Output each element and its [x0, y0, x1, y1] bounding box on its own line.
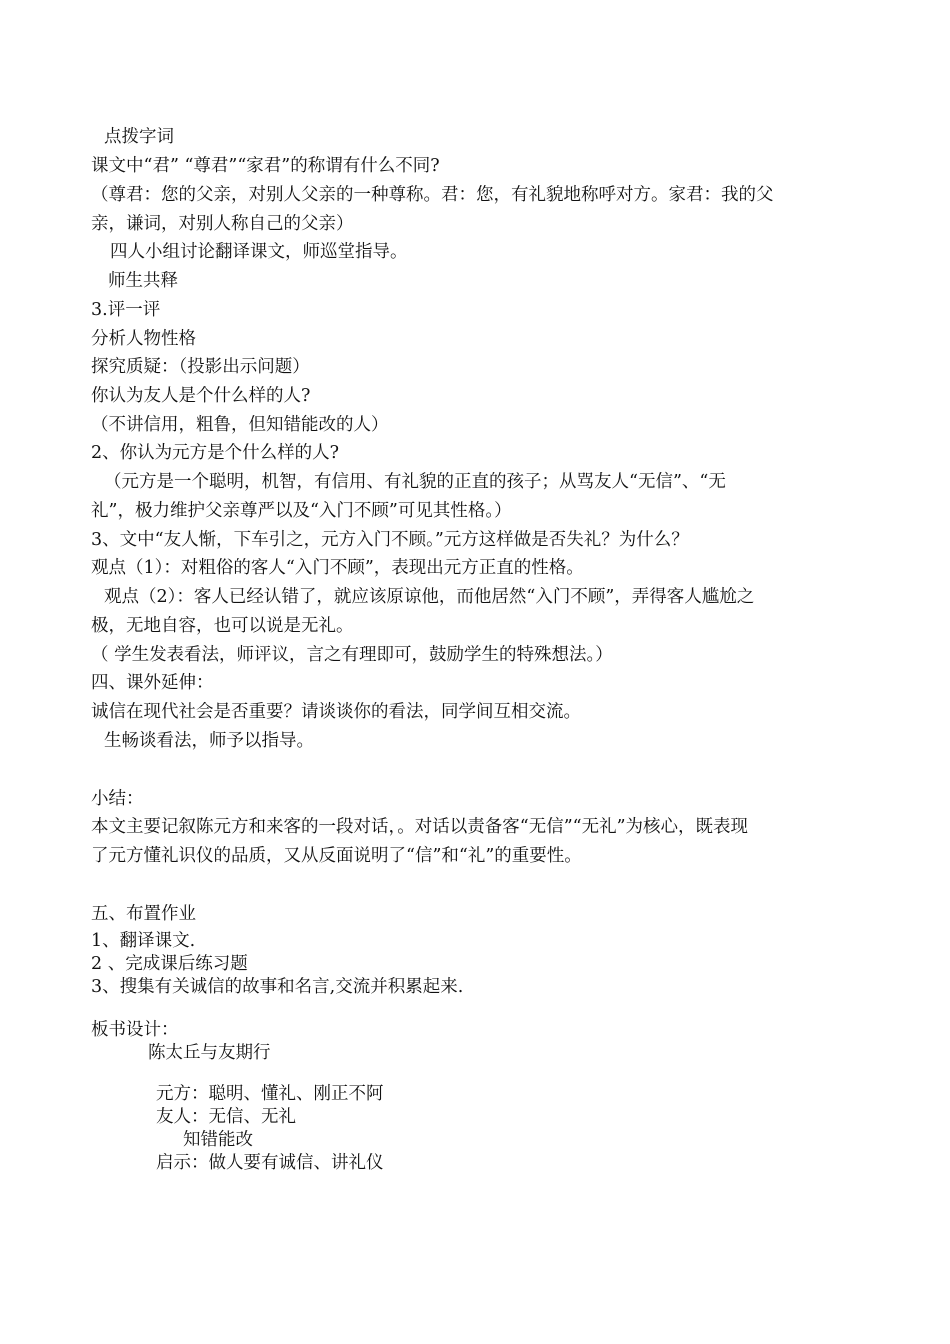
board-line: 知错能改: [183, 1130, 253, 1150]
text-line: （ 学生发表看法，师评议，言之有理即可，鼓励学生的特殊想法。）: [91, 645, 613, 665]
board-line: 元方：聪明、懂礼、刚正不阿: [156, 1084, 384, 1104]
text-line: 观点（2）：客人已经认错了，就应该原谅他，而他居然“入门不顾”，弄得客人尴尬之: [104, 587, 755, 607]
text-line: 亲，谦词，对别人称自己的父亲）: [91, 214, 354, 234]
section-heading: 五、布置作业: [91, 904, 196, 924]
text-line: 极，无地自容，也可以说是无礼。: [91, 616, 354, 636]
text-line: 分析人物性格: [91, 329, 196, 349]
text-line: 诚信在现代社会是否重要？请谈谈你的看法，同学间互相交流。: [91, 702, 581, 722]
text-line: 探究质疑：（投影出示问题）: [91, 357, 310, 377]
text-line: 礼”，极力维护父亲尊严以及“入门不顾”可见其性格。）: [91, 501, 512, 521]
text-line: （不讲信用，粗鲁，但知错能改的人）: [91, 415, 389, 435]
board-title: 陈太丘与友期行: [148, 1043, 271, 1063]
homework-item: 3、搜集有关诚信的故事和名言,交流并积累起来.: [91, 977, 464, 997]
text-line: 3、文中“友人惭，下车引之，元方入门不顾。”元方这样做是否失礼？为什么？: [91, 530, 689, 550]
text-line: 课文中“君” “尊君”“家君”的称谓有什么不同?: [91, 156, 440, 176]
board-line: 友人：无信、无礼: [156, 1107, 296, 1127]
homework-item: 2 、完成课后练习题: [91, 954, 248, 974]
text-line: （尊君：您的父亲，对别人父亲的一种尊称。君：您，有礼貌地称呼对方。家君：我的父: [91, 185, 774, 205]
text-line: 四人小组讨论翻译课文，师巡堂指导。: [110, 242, 408, 262]
board-line: 启示：做人要有诚信、讲礼仪: [156, 1153, 384, 1173]
text-line: 你认为友人是个什么样的人?: [91, 386, 311, 406]
section-heading: 板书设计：: [91, 1020, 179, 1040]
homework-item: 1、翻译课文.: [91, 931, 196, 951]
text-line: 3.评一评: [91, 300, 161, 320]
text-line: 观点（1）：对粗俗的客人“入门不顾”，表现出元方正直的性格。: [91, 558, 584, 578]
text-line: （元方是一个聪明，机智，有信用、有礼貌的正直的孩子；从骂友人“无信”、“无: [104, 472, 726, 492]
text-line: 了元方懂礼识仪的品质，又从反面说明了“信”和“礼”的重要性。: [91, 846, 582, 866]
text-line: 师生共释: [108, 271, 178, 291]
section-heading: 小结：: [91, 789, 144, 809]
section-heading: 四、课外延伸：: [91, 673, 214, 693]
text-line: 生畅谈看法，师予以指导。: [104, 731, 314, 751]
text-line: 本文主要记叙陈元方和来客的一段对话，。对话以责备客“无信”“无礼”为核心，既表现: [91, 817, 749, 837]
text-line: 点拨字词: [104, 127, 174, 147]
text-line: 2、你认为元方是个什么样的人?: [91, 443, 340, 463]
